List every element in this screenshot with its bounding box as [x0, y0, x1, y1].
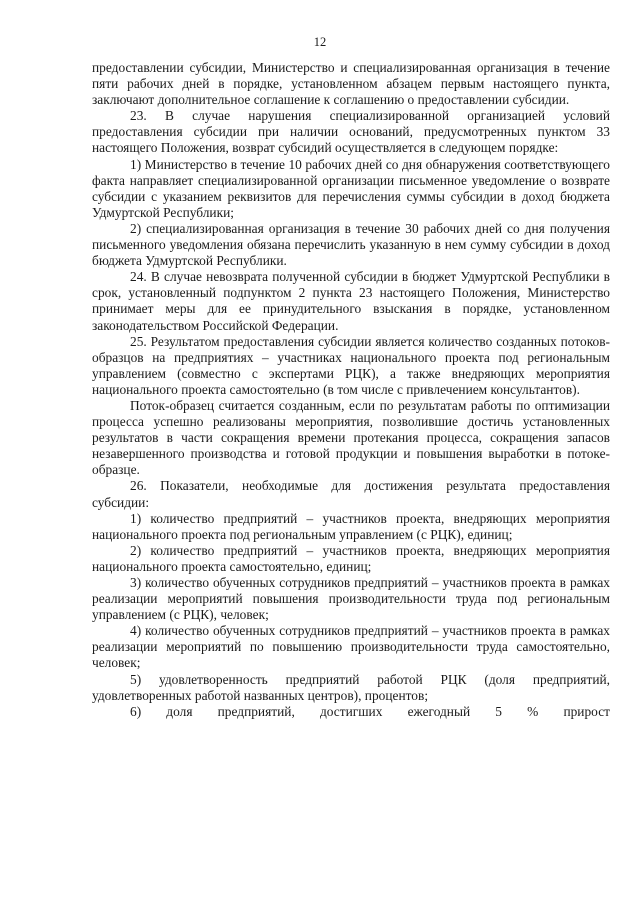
document-body: [92, 60, 610, 720]
paragraph-clause-26-item-2: 2) количество предприятий – участников проекта, внедряющих мероприятия национального проекта самостоятельно, единиц;: [92, 542, 610, 574]
paragraph-continuation: предоставлении субсидии, Министерство и специализированная организация в течение пяти рабочих дней в порядке, установленном абзацем первым настоящего пункта, заключают дополнительное соглашение к соглашению о предоставлении субсидии.: [92, 60, 610, 108]
paragraph-clause-23-item-2: 2) специализированная организация в течение 30 рабочих дней со дня получения письменного уведомления обязана перечислить указанную в нем сумму субсидии в доход бюджета Удмуртской Республики.: [92, 220, 610, 269]
paragraph-clause-26: 26. Показатели, необходимые для достижения результата предоставления субсидии:: [92, 478, 610, 510]
page-number: 12: [313, 35, 327, 49]
paragraph-clause-26-item-4: 4) количество обученных сотрудников предприятий – участников проекта в рамках реализации мероприятий по повышению производительности труда самостоятельно, человек;: [92, 623, 610, 671]
paragraph-clause-26-item-5: 5) удовлетворенность предприятий работой РЦК (доля предприятий, удовлетворенных работой названных центров), процентов;: [92, 671, 610, 703]
paragraph-clause-23-item-1: 1) Министерство в течение 10 рабочих дней со дня обнаружения соответствующего факта направляет специализированной организации письменное уведомление о возврате субсидии с указанием реквизитов для перечисления суммы субсидии в доход бюджета Удмуртской Республики;: [92, 156, 610, 220]
paragraph-clause-23: 23. В случае нарушения специализированной организацией условий предоставления субсидии при наличии оснований, предусмотренных пунктом 33 настоящего Положения, возврат субсидий осуществляется в следующем порядке:: [92, 108, 610, 156]
paragraph-clause-26-item-6: 6) доля предприятий, достигших ежегодный 5 % прирост: [130, 703, 610, 719]
paragraph-flow-definition: Поток-образец считается созданным, если по результатам работы по оптимизации процесса успешно реализованы мероприятия, позволившие достичь установленных результатов в части сокращения времени протекания процесса, сокращения запасов незавершенного производства и готовой продукции и повышения выработки в потоке-образце.: [92, 397, 610, 478]
paragraph-clause-24: 24. В случае невозврата полученной субсидии в бюджет Удмуртской Республики в срок, установленный подпунктом 2 пункта 23 настоящего Положения, Министерство принимает меры для ее принудительного взыскания в порядке, установленном законодательством Российской Федерации.: [92, 269, 610, 333]
paragraph-clause-26-item-1: 1) количество предприятий – участников проекта, внедряющих мероприятия национального проекта под региональным управлением (с РЦК), единиц;: [92, 510, 610, 542]
paragraph-clause-25: 25. Результатом предоставления субсидии является количество созданных потоков-образцов на предприятиях – участниках национального проекта под региональным управлением (совместно с экспертами РЦК), а также внедряющих мероприятия национального проекта самостоятельно (в том числе с привлечением консультантов).: [92, 333, 610, 397]
paragraph-clause-26-item-3: 3) количество обученных сотрудников предприятий – участников проекта в рамках реализации мероприятий повышения производительности труда под региональным управлением (с РЦК), человек;: [92, 575, 610, 623]
